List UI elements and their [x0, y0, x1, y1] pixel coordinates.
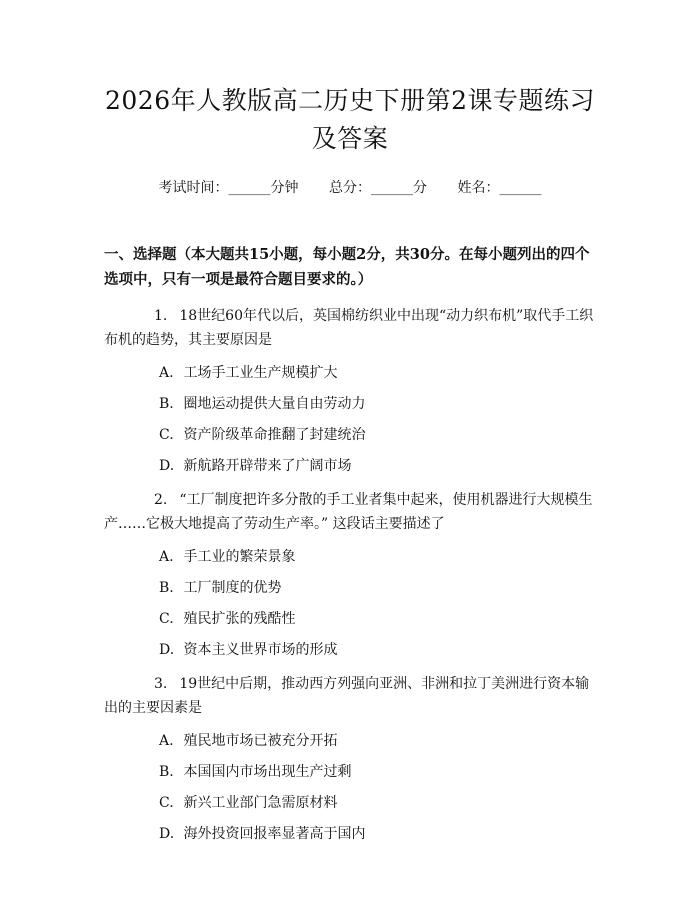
option-text: 本国国内市场出现生产过剩 — [183, 764, 352, 780]
question-text: “工厂制度把许多分散的手工业者集中起来，使用机器进行大规模生产……它极大地提高了劳动生产率。” 这段话主要描述了 — [104, 492, 593, 532]
option-item — [104, 793, 596, 813]
option-text: 手工业的繁荣景象 — [183, 549, 296, 565]
option-letter: B. — [159, 396, 174, 412]
option-item — [104, 578, 596, 598]
option-item — [104, 547, 596, 567]
question-group — [104, 304, 596, 476]
option-text: 殖民扩张的残酷性 — [183, 611, 296, 627]
option-item — [104, 731, 596, 751]
option-text: 殖民地市场已被充分开拓 — [183, 733, 338, 749]
option-text: 资产阶级革命推翻了封建统治 — [183, 427, 366, 443]
document-title — [104, 0, 596, 158]
option-letter: B. — [159, 764, 174, 780]
option-letter: A. — [159, 549, 174, 565]
exam-info — [104, 178, 596, 198]
total-score: 总分：______分 — [329, 180, 427, 196]
option-letter: B. — [159, 580, 174, 596]
option-text: 新兴工业部门急需原材料 — [183, 795, 338, 811]
title-line-1: 2026年人教版高二历史下册第2课专题练习 — [104, 86, 596, 115]
option-letter: A. — [159, 733, 174, 749]
question-stem — [104, 672, 596, 720]
option-item — [104, 425, 596, 445]
option-letter: D. — [159, 458, 175, 474]
question-group — [104, 488, 596, 660]
section-heading: 一、选择题（本大题共15小题，每小题2分，共30分。在每小题列出的四个选项中，只有一项是最符合题目要求的。） — [104, 246, 590, 288]
option-text: 新航路开辟带来了广阔市场 — [183, 458, 352, 474]
option-item — [104, 609, 596, 629]
option-item — [104, 456, 596, 476]
student-name: 姓名：______ — [457, 180, 542, 196]
option-text: 资本主义世界市场的形成 — [183, 642, 338, 658]
exam-time: 考试时间：______分钟 — [158, 180, 299, 196]
question-text: 18世纪60年代以后，英国棉纺织业中出现“动力织布机”取代手工织布机的趋势，其主要原因是 — [104, 308, 594, 348]
option-item — [104, 762, 596, 782]
option-item — [104, 394, 596, 414]
question-stem — [104, 488, 596, 536]
option-letter: C. — [159, 427, 174, 443]
option-item — [104, 824, 596, 844]
option-letter: C. — [159, 611, 174, 627]
option-text: 海外投资回报率显著高于国内 — [183, 826, 366, 842]
option-text: 工场手工业生产规模扩大 — [183, 365, 338, 381]
question-text: 19世纪中后期，推动西方列强向亚洲、非洲和拉丁美洲进行资本输出的主要因素是 — [104, 676, 590, 716]
option-letter: D. — [159, 642, 175, 658]
option-item — [104, 640, 596, 660]
title-line-2: 及答案 — [311, 124, 389, 153]
option-letter: C. — [159, 795, 174, 811]
option-text: 工厂制度的优势 — [183, 580, 282, 596]
option-text: 圈地运动提供大量自由劳动力 — [183, 396, 366, 412]
option-item — [104, 363, 596, 383]
option-letter: A. — [159, 365, 174, 381]
question-stem — [104, 304, 596, 352]
question-group — [104, 672, 596, 844]
question-number: 2. — [154, 492, 168, 508]
option-letter: D. — [159, 826, 175, 842]
question-number: 3. — [154, 676, 168, 692]
question-number: 1. — [154, 308, 168, 324]
